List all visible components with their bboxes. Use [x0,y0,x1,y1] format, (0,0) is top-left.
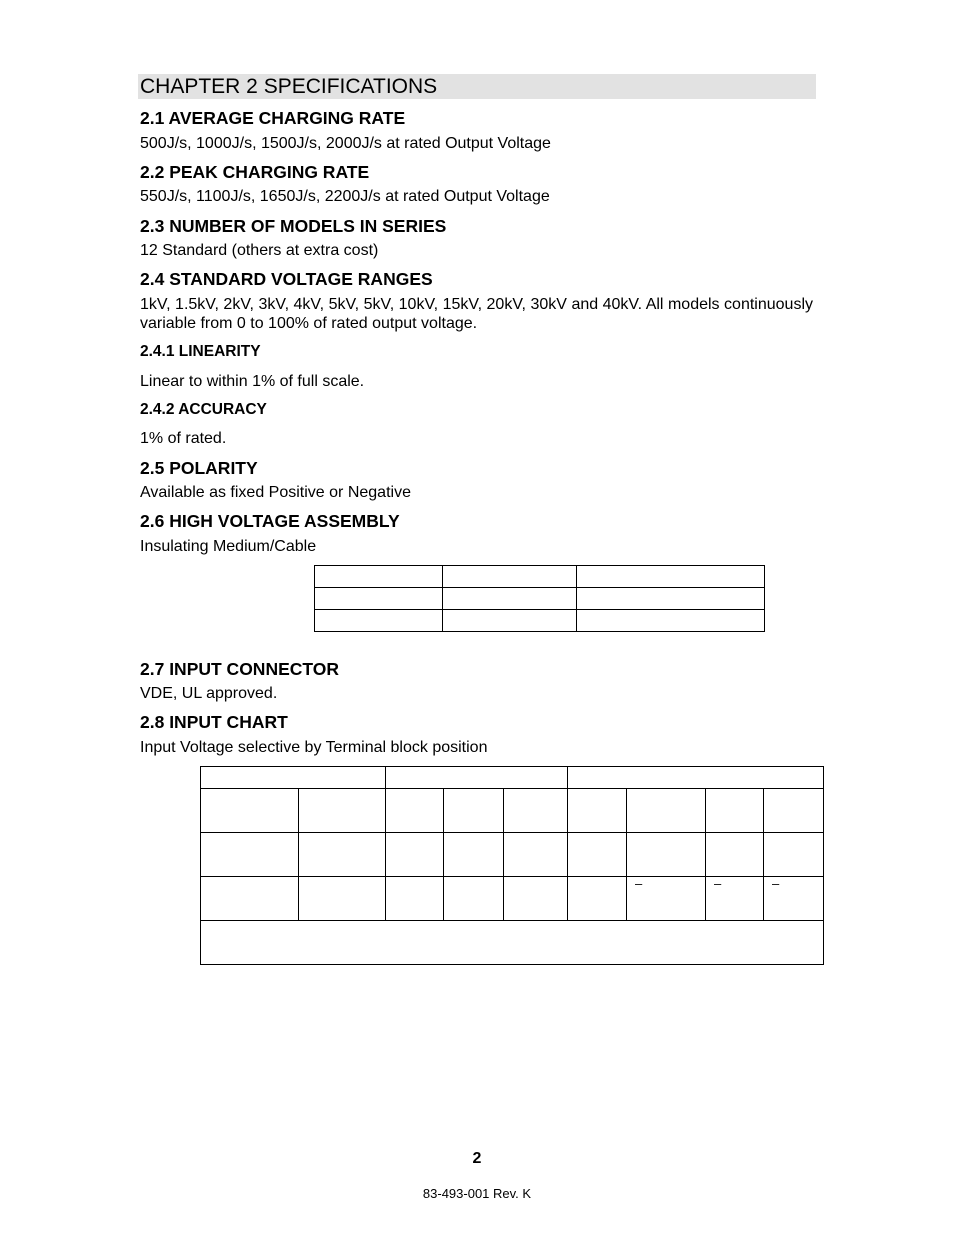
table-row [315,610,765,632]
dash-mark: – [714,876,722,891]
table-cell [577,588,765,610]
table-cell [444,877,504,921]
hv-assembly-table [314,565,765,632]
table-cell [386,833,444,877]
chapter-title: CHAPTER 2 SPECIFICATIONS [138,74,816,99]
table-row [201,833,824,877]
section-2-3-body: 12 Standard (others at extra cost) [140,242,379,259]
section-2-5-heading: 2.5 POLARITY [140,458,258,478]
dash-mark: – [772,876,780,891]
section-2-8-heading: 2.8 INPUT CHART [140,712,288,732]
section-2-4-heading: 2.4 STANDARD VOLTAGE RANGES [140,269,433,289]
table-cell [386,877,444,921]
table-cell [764,789,824,833]
table-cell [386,767,568,789]
table-cell [627,877,706,921]
table-cell [315,610,443,632]
table-cell [504,833,568,877]
table-cell [443,566,577,588]
table-cell [706,833,764,877]
section-2-4-1-heading: 2.4.1 LINEARITY [140,343,261,360]
section-2-5-body: Available as fixed Positive or Negative [140,484,411,501]
section-2-8-body: Input Voltage selective by Terminal block position [140,739,488,756]
table-row [201,877,824,921]
table-cell [444,789,504,833]
table-cell [764,833,824,877]
section-2-2-body: 550J/s, 1100J/s, 1650J/s, 2200J/s at rated Output Voltage [140,188,550,205]
table-cell [201,921,824,965]
section-2-1-heading: 2.1 AVERAGE CHARGING RATE [140,108,406,128]
table-row [201,789,824,833]
table-row [315,588,765,610]
table-cell [299,877,386,921]
table-cell [201,833,299,877]
table-cell [577,610,765,632]
section-2-6-heading: 2.6 HIGH VOLTAGE ASSEMBLY [140,511,400,531]
table-cell [443,588,577,610]
table-row [315,566,765,588]
section-2-2-heading: 2.2 PEAK CHARGING RATE [140,162,370,182]
table-cell [568,789,627,833]
table-cell [443,610,577,632]
table-cell [706,789,764,833]
section-2-1-body: 500J/s, 1000J/s, 1500J/s, 2000J/s at rated Output Voltage [140,135,551,152]
input-chart-table [200,766,824,965]
table-cell [201,789,299,833]
section-2-4-1-body: Linear to within 1% of full scale. [140,373,365,390]
dash-mark: – [635,876,643,891]
section-2-7-body: VDE, UL approved. [140,685,278,702]
table-cell [201,767,386,789]
table-cell [299,833,386,877]
table-cell [315,588,443,610]
table-cell [764,877,824,921]
table-row [201,767,824,789]
table-cell [315,566,443,588]
section-2-3-heading: 2.3 NUMBER OF MODELS IN SERIES [140,216,447,236]
section-2-4-2-heading: 2.4.2 ACCURACY [140,401,267,418]
table-cell [201,877,299,921]
table-cell [627,833,706,877]
section-2-4-body: 1kV, 1.5kV, 2kV, 3kV, 4kV, 5kV, 5kV, 10kV, 15kV, 20kV, 30kV and 40kV. All models continuously variable from 0 to 100% of rated output voltage. [140,296,813,332]
section-2-7-heading: 2.7 INPUT CONNECTOR [140,659,340,679]
table-cell [568,877,627,921]
table-cell [568,833,627,877]
table-cell [504,877,568,921]
table-cell [386,789,444,833]
section-2-6-body: Insulating Medium/Cable [140,538,317,555]
document-number: 83-493-001 Rev. K [422,1186,532,1201]
table-cell [577,566,765,588]
table-cell [706,877,764,921]
table-row [201,921,824,965]
page-number: 2 [472,1150,482,1167]
table-cell [568,767,824,789]
table-cell [444,833,504,877]
table-cell [504,789,568,833]
section-2-4-2-body: 1% of rated. [140,430,227,447]
table-cell [627,789,706,833]
table-cell [299,789,386,833]
